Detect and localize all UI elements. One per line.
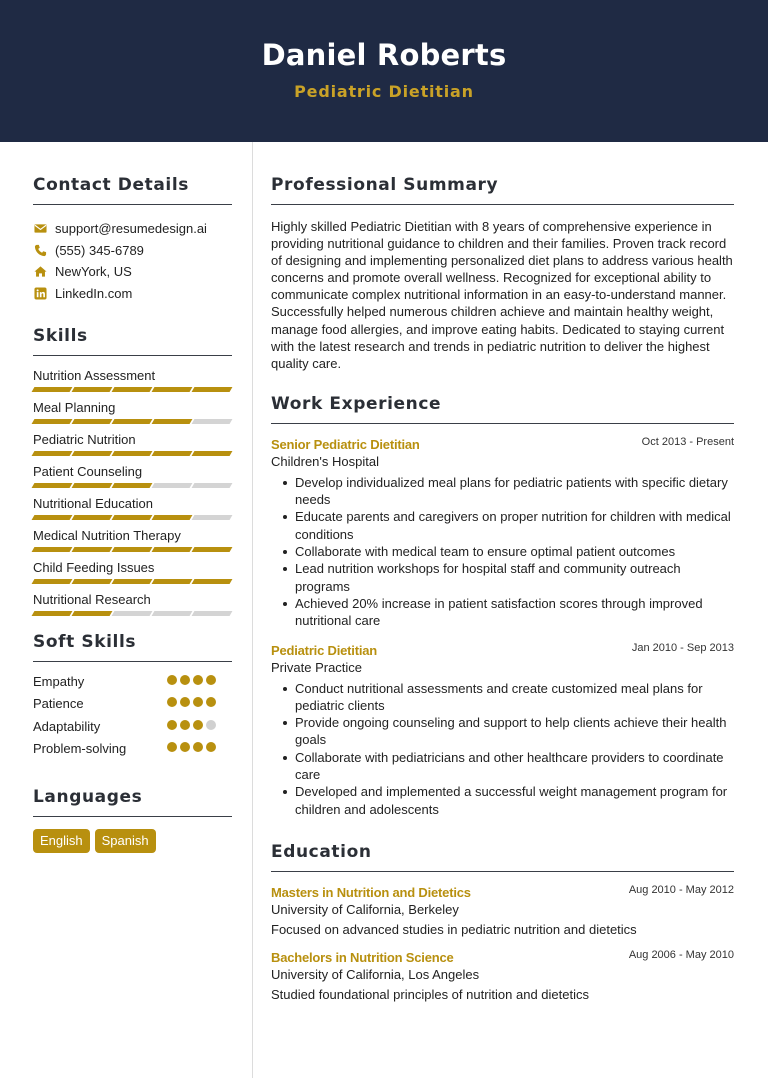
job-title: Pediatric Dietitian <box>271 642 378 658</box>
skill-label: Nutrition Assessment <box>33 368 156 383</box>
skill-level-segment <box>72 547 113 552</box>
skill-level-segment <box>152 515 193 520</box>
envelope-icon <box>33 222 47 236</box>
job-bullet: Conduct nutritional assessments and create customized meal plans for pediatric clients <box>271 680 734 715</box>
skill-level-bar <box>33 547 231 552</box>
skill-level-segment <box>112 451 153 456</box>
job-bullet: Provide ongoing counseling and support to help clients achieve their health goals <box>271 714 734 749</box>
soft-skills-section <box>33 632 232 761</box>
soft-skills-title: Soft Skills <box>33 632 232 662</box>
skill-row <box>33 525 232 557</box>
skill-row <box>33 397 232 429</box>
job-bullet: Collaborate with pediatricians and other healthcare providers to coordinate care <box>271 749 734 784</box>
degree-title: Masters in Nutrition and Dietetics <box>271 884 471 900</box>
rating-dot <box>167 675 177 685</box>
education-entry <box>271 884 734 937</box>
languages-list <box>33 829 232 853</box>
education-title: Education <box>271 842 734 872</box>
rating-dot <box>193 697 203 707</box>
candidate-name: Daniel Roberts <box>261 38 507 72</box>
soft-skill-rating <box>167 742 216 752</box>
column-divider <box>252 142 253 1078</box>
job-bullet: Develop individualized meal plans for pediatric patients with specific dietary needs <box>271 474 734 509</box>
skill-row <box>33 557 232 589</box>
skill-row <box>33 429 232 461</box>
soft-skill-label: Patience <box>33 696 84 712</box>
skill-level-segment <box>152 579 193 584</box>
skill-level-segment <box>72 451 113 456</box>
contact-linkedin[interactable] <box>33 283 232 305</box>
skill-level-segment <box>112 547 153 552</box>
skill-level-bar <box>33 387 231 392</box>
school-name: University of California, Berkeley <box>271 901 459 917</box>
skill-level-bar <box>33 579 231 584</box>
skill-row <box>33 461 232 493</box>
job-date: Oct 2013 - Present <box>641 435 734 448</box>
skill-label: Child Feeding Issues <box>33 560 155 575</box>
soft-skill-rating <box>167 697 216 707</box>
soft-skill-row <box>33 717 232 739</box>
language-badge: English <box>33 829 90 853</box>
language-badge: Spanish <box>95 829 156 853</box>
skill-level-segment <box>32 483 73 488</box>
skill-level-segment <box>32 579 73 584</box>
degree-date: Aug 2006 - May 2010 <box>628 948 734 961</box>
soft-skill-row <box>33 739 232 761</box>
school-name: University of California, Los Angeles <box>271 966 480 982</box>
contact-title: Contact Details <box>33 175 232 205</box>
skill-level-bar <box>33 611 231 616</box>
degree-title: Bachelors in Nutrition Science <box>271 949 454 965</box>
experience-title: Work Experience <box>271 394 734 424</box>
skill-level-segment <box>192 515 233 520</box>
skill-level-segment <box>72 419 113 424</box>
skill-label: Nutritional Education <box>33 496 153 511</box>
skill-level-segment <box>112 387 153 392</box>
education-description: Focused on advanced studies in pediatric nutrition and dietetics <box>271 921 637 937</box>
soft-skill-label: Empathy <box>33 674 85 689</box>
soft-skills-list <box>33 672 232 761</box>
resume-header <box>0 0 768 142</box>
skill-label: Pediatric Nutrition <box>33 432 136 447</box>
job-bullet: Lead nutrition workshops for hospital staff and community outreach programs <box>271 560 734 595</box>
summary-title: Professional Summary <box>271 175 734 205</box>
job-bullet: Achieved 20% increase in patient satisfaction scores through improved nutritional care <box>271 595 734 630</box>
languages-title: Languages <box>33 787 232 817</box>
phone-icon <box>33 243 47 257</box>
skill-row <box>33 589 232 621</box>
rating-dot <box>193 720 203 730</box>
skill-level-segment <box>152 547 193 552</box>
skill-label: Medical Nutrition Therapy <box>33 528 181 543</box>
education-section <box>271 842 734 1002</box>
job-bullet: Collaborate with medical team to ensure optimal patient outcomes <box>271 543 734 560</box>
skill-level-segment <box>32 387 73 392</box>
rating-dot <box>180 697 190 707</box>
job-entry <box>271 436 734 630</box>
skill-level-segment <box>32 611 73 616</box>
skills-list <box>33 365 232 621</box>
skill-row <box>33 365 232 397</box>
rating-dot <box>206 675 216 685</box>
rating-dot <box>206 720 216 730</box>
skill-level-bar <box>33 483 231 488</box>
rating-dot <box>180 675 190 685</box>
contact-location-text: NewYork, US <box>55 264 132 280</box>
job-entry <box>271 642 734 818</box>
contact-email[interactable] <box>33 218 232 240</box>
rating-dot <box>193 675 203 685</box>
rating-dot <box>167 720 177 730</box>
degree-date: Aug 2010 - May 2012 <box>628 883 734 896</box>
contact-location <box>33 261 232 283</box>
skill-level-segment <box>192 611 233 616</box>
languages-section <box>33 787 232 853</box>
contact-phone[interactable] <box>33 240 232 262</box>
skill-level-segment <box>32 515 73 520</box>
skill-level-segment <box>72 483 113 488</box>
skill-level-segment <box>112 419 153 424</box>
rating-dot <box>167 697 177 707</box>
education-entry <box>271 949 734 1002</box>
skill-level-segment <box>192 579 233 584</box>
job-bullet: Educate parents and caregivers on proper nutrition for children with medical conditions <box>271 508 734 543</box>
experience-section <box>271 394 734 818</box>
contact-section <box>33 175 232 304</box>
skill-level-segment <box>112 611 153 616</box>
summary-section <box>271 175 734 372</box>
skill-label: Patient Counseling <box>33 464 143 479</box>
left-column <box>33 142 232 853</box>
skill-level-segment <box>112 579 153 584</box>
skills-title: Skills <box>33 326 232 356</box>
rating-dot <box>180 720 190 730</box>
skill-level-segment <box>72 515 113 520</box>
skill-level-segment <box>72 579 113 584</box>
skill-level-segment <box>152 483 193 488</box>
skill-row <box>33 493 232 525</box>
skill-level-segment <box>192 483 233 488</box>
skill-level-segment <box>152 451 193 456</box>
skill-level-segment <box>32 451 73 456</box>
soft-skill-row <box>33 694 232 716</box>
skill-level-segment <box>192 547 233 552</box>
soft-skill-rating <box>167 720 216 730</box>
linkedin-icon <box>33 286 47 300</box>
rating-dot <box>206 697 216 707</box>
skills-section <box>33 326 232 621</box>
skill-level-segment <box>192 387 233 392</box>
skill-level-bar <box>33 419 231 424</box>
skill-level-segment <box>192 419 233 424</box>
soft-skill-label: Problem-solving <box>33 740 127 756</box>
skill-level-segment <box>112 483 153 488</box>
skill-level-segment <box>32 419 73 424</box>
skill-level-segment <box>112 515 153 520</box>
skill-level-segment <box>72 611 113 616</box>
skill-level-segment <box>32 547 73 552</box>
skill-level-segment <box>152 387 193 392</box>
rating-dot <box>180 742 190 752</box>
contact-email-text: support@resumedesign.ai <box>55 221 207 237</box>
job-date: Jan 2010 - Sep 2013 <box>631 641 734 654</box>
skill-label: Nutritional Research <box>33 592 151 607</box>
right-column <box>271 142 734 1002</box>
skill-level-bar <box>33 451 231 456</box>
job-bullets <box>271 474 734 630</box>
education-description: Studied foundational principles of nutrition and dietetics <box>271 986 589 1002</box>
soft-skill-rating <box>167 675 216 685</box>
contact-linkedin-text: LinkedIn.com <box>55 285 133 301</box>
skill-level-segment <box>152 611 193 616</box>
soft-skill-row <box>33 672 232 694</box>
skill-level-bar <box>33 515 231 520</box>
job-bullets <box>271 680 734 818</box>
candidate-role: Pediatric Dietitian <box>294 82 474 101</box>
skill-label: Meal Planning <box>33 400 116 415</box>
rating-dot <box>206 742 216 752</box>
rating-dot <box>167 742 177 752</box>
skill-level-segment <box>72 387 113 392</box>
contact-phone-text: (555) 345-6789 <box>55 242 144 258</box>
job-organization: Children's Hospital <box>271 453 379 469</box>
soft-skill-label: Adaptability <box>33 718 101 734</box>
home-icon <box>33 265 47 279</box>
job-organization: Private Practice <box>271 659 363 675</box>
skill-level-segment <box>152 419 193 424</box>
summary-text: Highly skilled Pediatric Dietitian with 8 years of comprehensive experience in providing nutritional guidance to children and their families. Proven track record of designing and implementing personalized diet plans to address various health concerns and promote overall wellness. Recognized for exceptional ability to communicate complex nutritional information in an easy-to-understand manner. Successfully helped numerous children achieve and maintain healthy weight, manage food allergies, and improve eating habits. Dedicated to staying current with the latest research and trends in pediatric nutrition to deliver the highest quality care. <box>271 219 733 371</box>
job-bullet: Developed and implemented a successful weight management program for children and adolescents <box>271 783 734 818</box>
rating-dot <box>193 742 203 752</box>
job-title: Senior Pediatric Dietitian <box>271 436 420 452</box>
skill-level-segment <box>192 451 233 456</box>
